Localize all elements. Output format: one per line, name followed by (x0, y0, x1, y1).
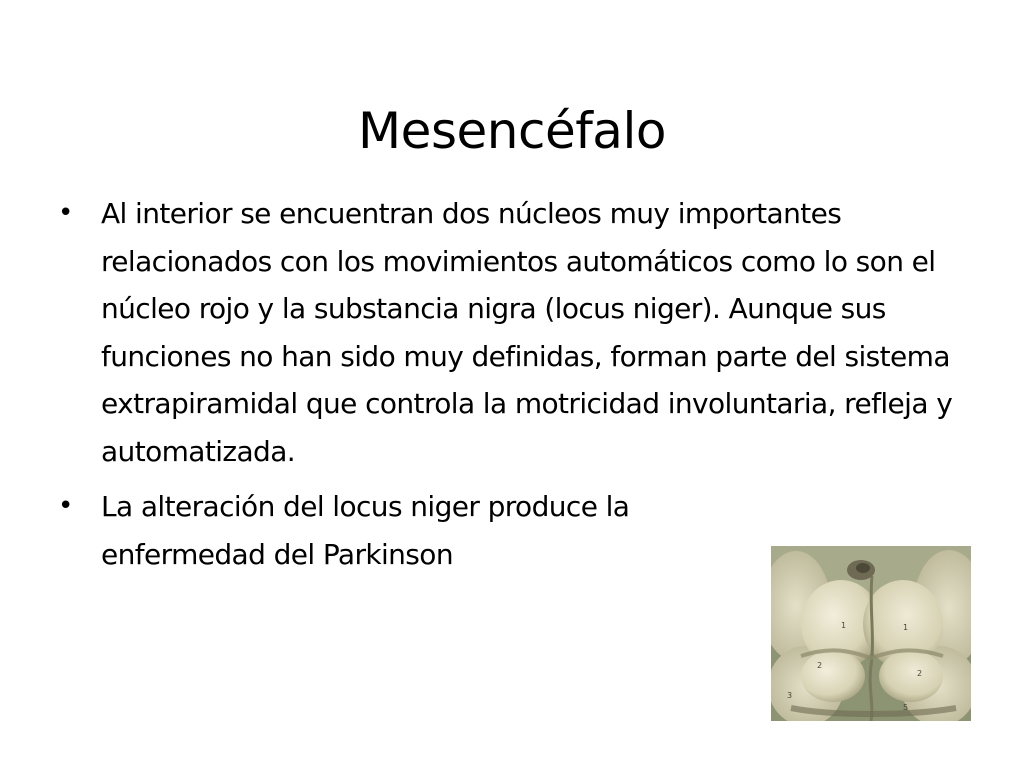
figure-label: 2 (917, 669, 923, 678)
figure-label: 1 (903, 623, 909, 632)
slide-title: Mesencéfalo (358, 101, 666, 160)
bullet-text: Al interior se encuentran dos núcleos muy importantes relacionados con los movimientos automáticos como lo son el núcleo rojo y la substancia nigra (locus niger). Aunque sus funciones no han sido muy definidas, forman parte del sistema extrapiramidal que controla la motricidad involuntaria, refleja y automatizada. (101, 197, 953, 468)
bullet-list (52, 190, 982, 578)
bullet-item (52, 483, 761, 578)
figure-label: 3 (787, 691, 793, 700)
figure-label: 5 (903, 703, 909, 712)
bullet-text: La alteración del locus niger produce la enfermedad del Parkinson (101, 490, 630, 571)
figure-label: 2 (817, 661, 823, 670)
bullet-item (52, 190, 982, 475)
brainstem-illustration (771, 546, 971, 721)
figure-label: 1 (841, 621, 847, 630)
bullet-dot: • (58, 198, 73, 228)
bullet-dot: • (58, 491, 73, 521)
brainstem-photo (771, 546, 971, 721)
